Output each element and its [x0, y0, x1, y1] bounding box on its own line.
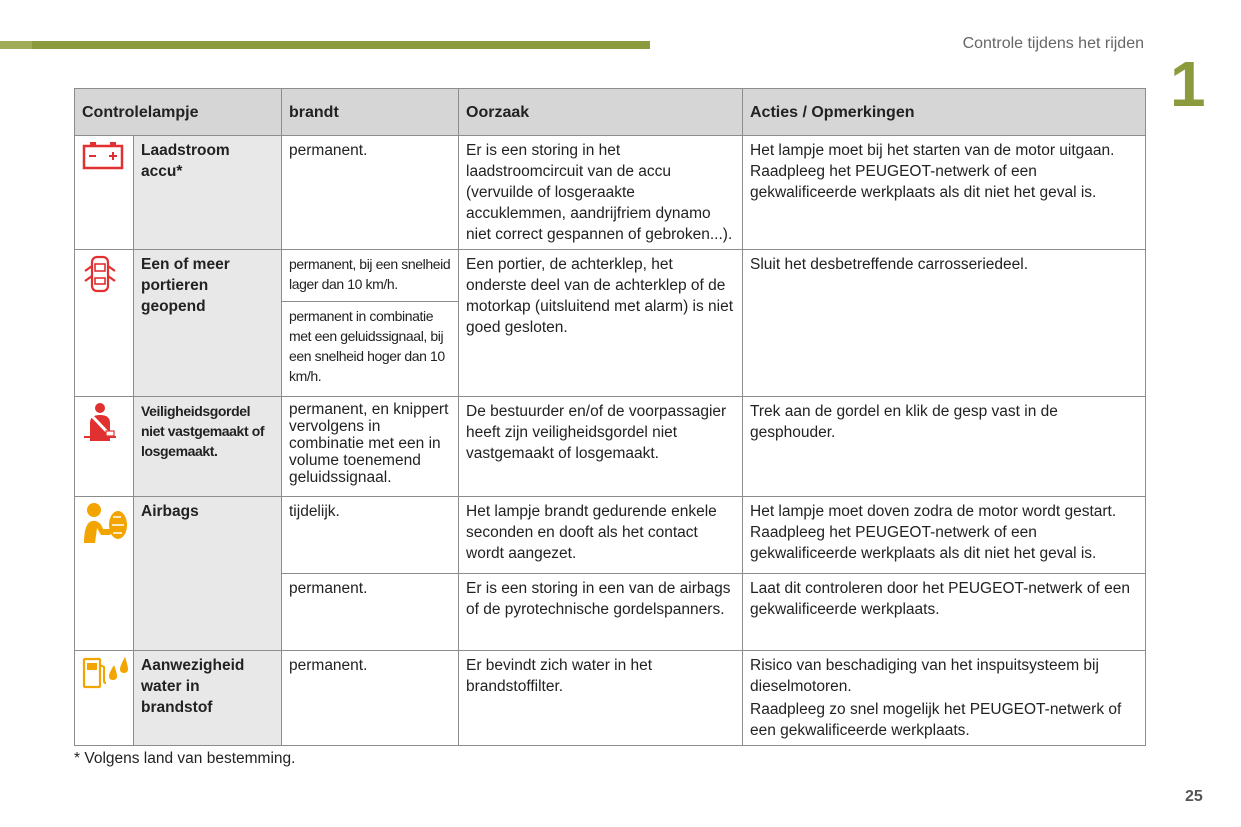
seatbelt-icon — [82, 401, 118, 443]
chapter-number: 1 — [1170, 48, 1206, 120]
cause-cell: Het lampje brandt gedurende enkele seconden en dooft als het contact wordt aangezet. — [459, 497, 743, 574]
lamp-icon-cell — [75, 397, 134, 497]
table-row — [75, 136, 1146, 250]
cause-cell: De bestuurder en/of de voorpassagier heeft zijn veiligheidsgordel niet vastgemaakt of losgemaakt. — [459, 397, 743, 497]
column-header-cause: Oorzaak — [459, 89, 743, 136]
battery-icon — [82, 140, 124, 170]
airbag-icon — [82, 501, 130, 545]
lamp-name: Veiligheidsgordel niet vastgemaakt of losgemaakt. — [134, 397, 282, 497]
water-in-fuel-icon — [82, 655, 132, 689]
lamp-name: Laadstroom accu* — [134, 136, 282, 250]
cause-cell: Een portier, de achterklep, het onderste deel van de achterklep of de motorkap (uitsluitend met alarm) is niet goed gesloten. — [459, 250, 743, 397]
actions-cell: Het lampje moet bij het starten van de motor uitgaan. Raadpleeg het PEUGEOT-netwerk of een gekwalificeerde werkplaats als dit niet het geval is. — [743, 136, 1146, 250]
cause-cell: Er bevindt zich water in het brandstoffilter. — [459, 651, 743, 746]
table-row — [75, 397, 1146, 497]
lights-cell: permanent, bij een snelheid lager dan 10 km/h. — [282, 250, 459, 302]
actions-cell: Het lampje moet doven zodra de motor wordt gestart. Raadpleeg het PEUGEOT-netwerk of een gekwalificeerde werkplaats als dit niet het geval is. — [743, 497, 1146, 574]
lamp-name: Aanwezigheid water in brandstof — [134, 651, 282, 746]
lamp-icon-cell — [75, 136, 134, 250]
lamp-icon-cell — [75, 250, 134, 397]
actions-paragraph: Risico van beschadiging van het inspuitsysteem bij dieselmotoren. — [750, 657, 1099, 695]
actions-cell — [743, 651, 1146, 746]
lamp-icon-cell — [75, 651, 134, 746]
table-row — [75, 250, 1146, 302]
actions-cell: Trek aan de gordel en klik de gesp vast in de gesphouder. — [743, 397, 1146, 497]
table-row — [75, 497, 1146, 574]
cause-cell: Er is een storing in een van de airbags of de pyrotechnische gordelspanners. — [459, 574, 743, 651]
page-number: 25 — [1185, 788, 1203, 805]
footnote: * Volgens land van bestemming. — [74, 750, 296, 767]
column-header-lights: brandt — [282, 89, 459, 136]
table-header-row — [75, 89, 1146, 136]
lights-cell: permanent. — [282, 574, 459, 651]
cause-cell: Er is een storing in het laadstroomcircuit van de accu (vervuilde of losgeraakte accuklemmen, aandrijfriem dynamo niet correct gespannen of gebroken...). — [459, 136, 743, 250]
lamp-name: Airbags — [134, 497, 282, 651]
lights-cell: permanent. — [282, 136, 459, 250]
lights-cell: tijdelijk. — [282, 497, 459, 574]
header-accent-rule — [0, 41, 650, 49]
warning-lamps-table — [74, 88, 1146, 746]
actions-paragraph: Raadpleeg zo snel mogelijk het PEUGEOT-netwerk of een gekwalificeerde werkplaats. — [750, 701, 1122, 739]
lamp-name: Een of meer portieren geopend — [134, 250, 282, 397]
table-row — [75, 651, 1146, 746]
open-doors-icon — [82, 254, 118, 294]
lights-cell: permanent, en knippert vervolgens in combinatie met een in volume toenemend geluidssignaal. — [282, 397, 459, 497]
section-title: Controle tijdens het rijden — [962, 35, 1144, 52]
actions-cell: Laat dit controleren door het PEUGEOT-netwerk of een gekwalificeerde werkplaats. — [743, 574, 1146, 651]
lights-cell: permanent. — [282, 651, 459, 746]
column-header-lamp: Controlelampje — [75, 89, 282, 136]
actions-cell: Sluit het desbetreffende carrosseriedeel. — [743, 250, 1146, 397]
lights-cell: permanent in combinatie met een geluidssignaal, bij een snelheid hoger dan 10 km/h. — [282, 302, 459, 397]
column-header-actions: Acties / Opmerkingen — [743, 89, 1146, 136]
lamp-icon-cell — [75, 497, 134, 651]
